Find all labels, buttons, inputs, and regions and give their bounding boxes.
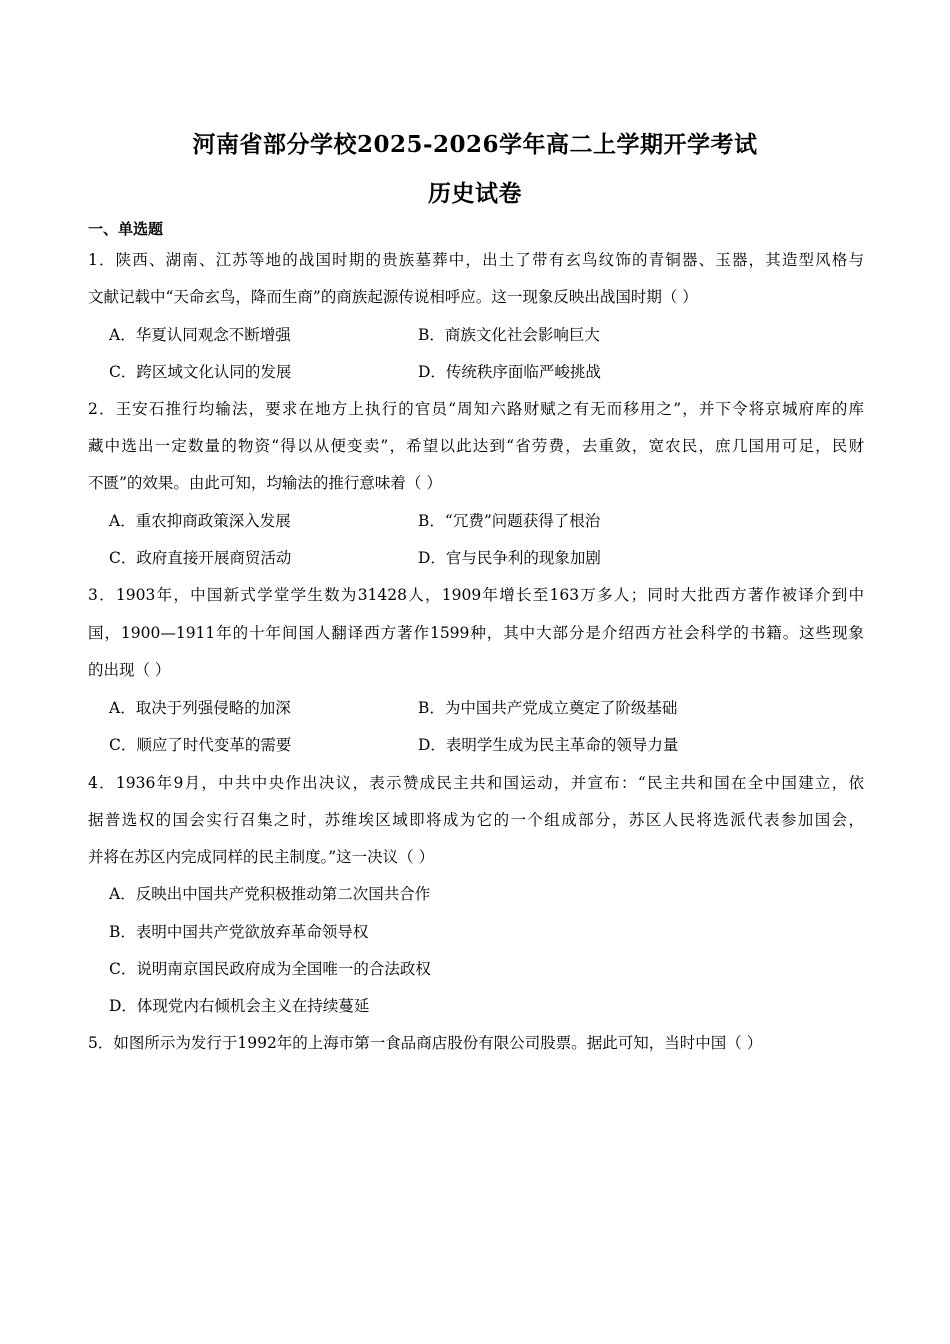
question-3-option-d: D．表明学生成为民主革命的领导力量	[418, 736, 679, 754]
question-4-line-2: 据普选权的国会实行召集之时，苏维埃区域即将成为它的一个组成部分，苏区人民将选派代表参加国会，	[88, 811, 864, 829]
question-2-option-a: A．重农抑商政策深入发展	[109, 512, 291, 530]
question-5-line-1: 5．如图所示为发行于1992年的上海市第一食品商店股份有限公司股票。据此可知，当时中国（ ）	[88, 1034, 763, 1052]
question-3-line-2: 国，1900—1911年的十年间国人翻译西方著作1599种，其中大部分是介绍西方社会科学的书籍。这些现象	[88, 624, 864, 642]
question-2-line-1: 2．王安石推行均输法，要求在地方上执行的官员“周知六路财赋之有无而移用之”，并下令将京城府库的库	[88, 400, 864, 418]
question-3-option-c: C．顺应了时代变革的需要	[109, 736, 292, 754]
exam-subtitle: 历史试卷	[428, 180, 522, 207]
question-1-option-b: B．商族文化社会影响巨大	[418, 326, 600, 344]
question-4-option-d: D．体现党内右倾机会主义在持续蔓延	[109, 997, 370, 1015]
question-4-option-c: C．说明南京国民政府成为全国唯一的合法政权	[109, 960, 431, 978]
exam-title: 河南省部分学校2025-2026学年高二上学期开学考试	[192, 131, 758, 158]
section-heading: 一、单选题	[88, 220, 164, 238]
question-4-line-1: 4．1936年9月，中共中央作出决议，表示赞成民主共和国运动，并宣布：“民主共和国在全中国建立，依	[88, 774, 864, 792]
question-4-line-3: 并将在苏区内完成同样的民主制度。”这一决议（ ）	[88, 848, 435, 866]
question-2-option-b: B．“冗费”问题获得了根治	[418, 512, 601, 530]
question-1-option-a: A．华夏认同观念不断增强	[109, 326, 291, 344]
question-2-line-3: 不匮”的效果。由此可知，均输法的推行意味着（ ）	[88, 474, 442, 492]
question-1-line-1: 1．陕西、湖南、江苏等地的战国时期的贵族墓葬中，出土了带有玄鸟纹饰的青铜器、玉器，其造型风格与	[88, 251, 864, 269]
question-2-option-c: C．政府直接开展商贸活动	[109, 549, 292, 567]
question-2-option-d: D．官与民争利的现象加剧	[418, 549, 601, 567]
question-3-line-1: 3．1903年，中国新式学堂学生数为31428人，1909年增长至163万多人；同时大批西方著作被译介到中	[88, 586, 864, 604]
question-3-line-3: 的出现（ ）	[88, 661, 171, 679]
question-1-option-d: D．传统秩序面临严峻挑战	[418, 363, 601, 381]
question-4-option-a: A．反映出中国共产党积极推动第二次国共合作	[109, 885, 431, 903]
question-3-option-a: A．取决于列强侵略的加深	[109, 699, 291, 717]
question-1-option-c: C．跨区域文化认同的发展	[109, 363, 292, 381]
question-2-line-2: 藏中选出一定数量的物资“得以从便变卖”，希望以此达到“省劳费，去重敛，宽农民，庶几国用可足，民财	[88, 437, 864, 455]
question-3-option-b: B．为中国共产党成立奠定了阶级基础	[418, 699, 678, 717]
question-1-line-2: 文献记载中“天命玄鸟，降而生商”的商族起源传说相呼应。这一现象反映出战国时期（ ）	[88, 288, 698, 306]
question-4-option-b: B．表明中国共产党欲放弃革命领导权	[109, 923, 369, 941]
